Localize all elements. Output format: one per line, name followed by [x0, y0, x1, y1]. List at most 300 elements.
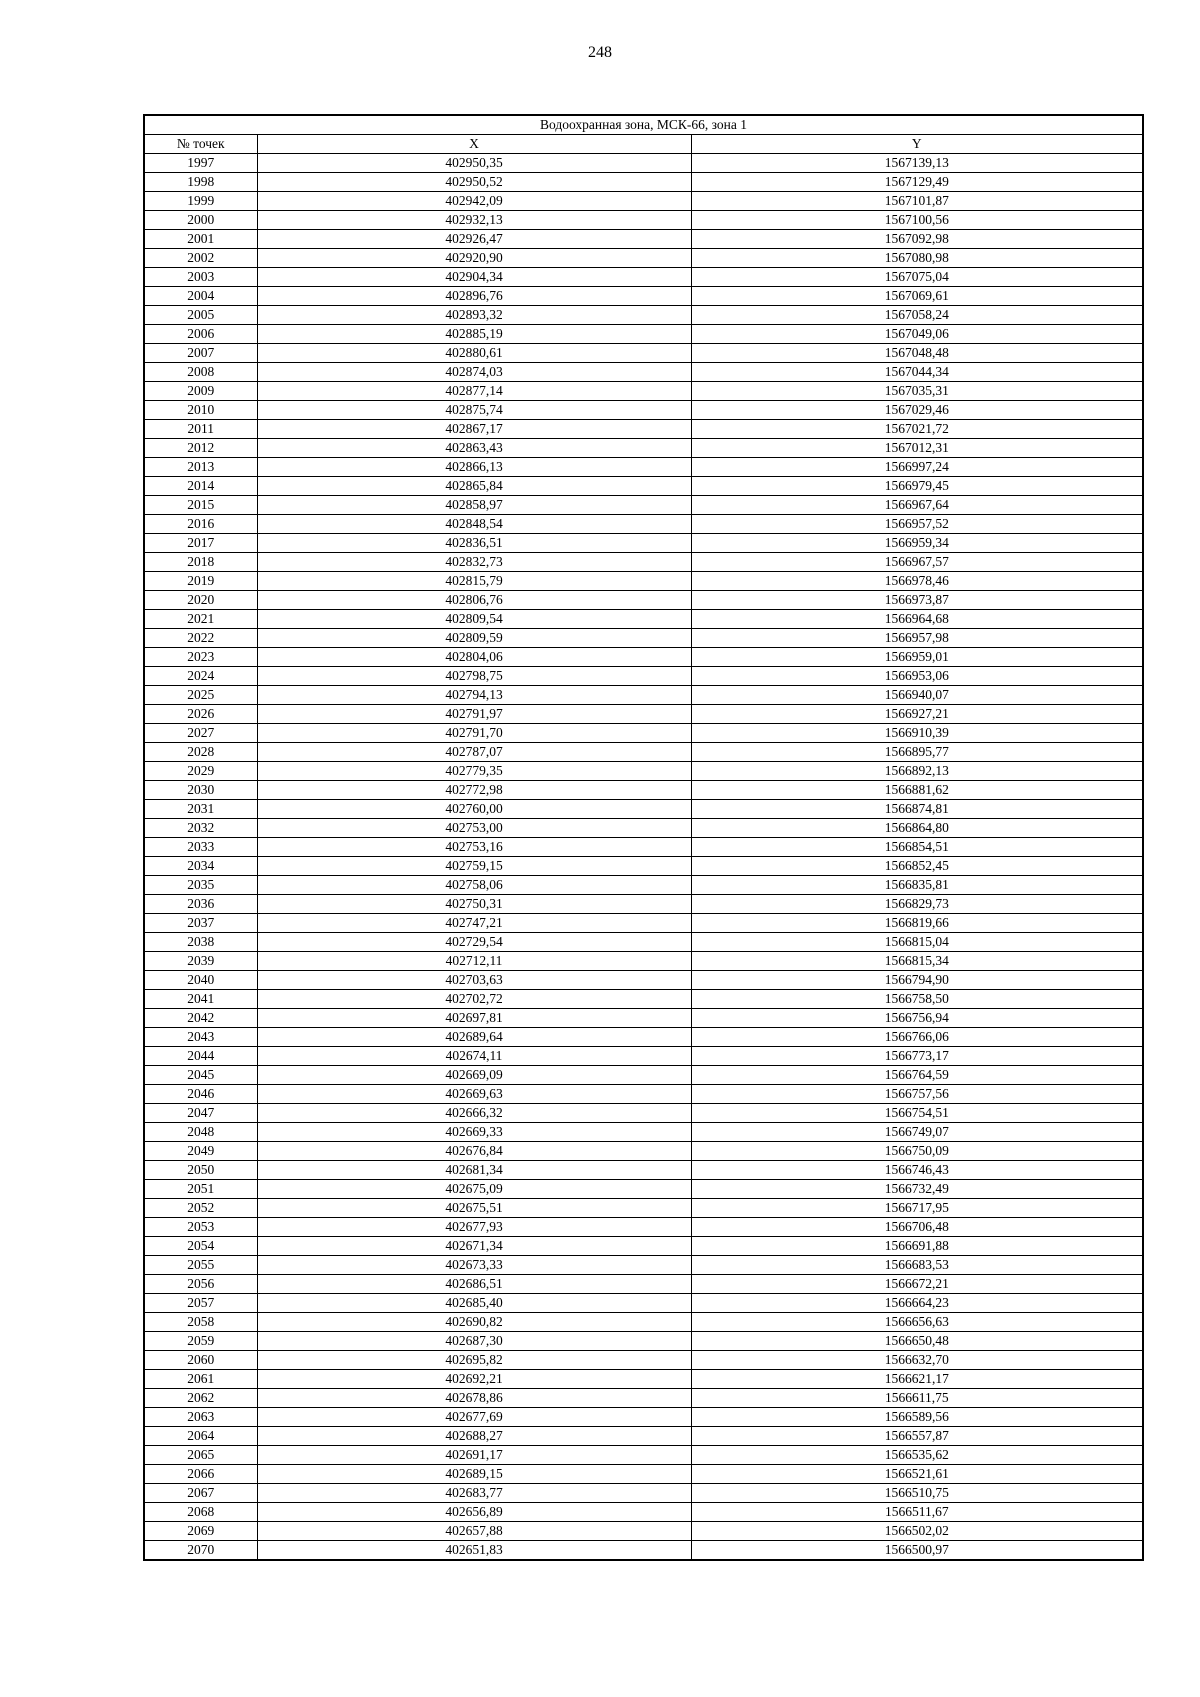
y-coordinate-cell: 1567069,61 — [691, 287, 1143, 306]
point-number-cell: 2060 — [144, 1351, 257, 1370]
x-coordinate-cell: 402794,13 — [257, 686, 691, 705]
table-row — [144, 914, 1143, 933]
y-coordinate-cell: 1566557,87 — [691, 1427, 1143, 1446]
table-row — [144, 743, 1143, 762]
y-coordinate-cell: 1566749,07 — [691, 1123, 1143, 1142]
point-number-cell: 2009 — [144, 382, 257, 401]
y-coordinate-cell: 1567100,56 — [691, 211, 1143, 230]
x-coordinate-cell: 402702,72 — [257, 990, 691, 1009]
table-row — [144, 1522, 1143, 1541]
x-coordinate-cell: 402675,51 — [257, 1199, 691, 1218]
point-number-cell: 2070 — [144, 1541, 257, 1561]
x-coordinate-cell: 402815,79 — [257, 572, 691, 591]
y-coordinate-cell: 1567129,49 — [691, 173, 1143, 192]
point-number-cell: 2036 — [144, 895, 257, 914]
x-coordinate-cell: 402685,40 — [257, 1294, 691, 1313]
y-coordinate-cell: 1566650,48 — [691, 1332, 1143, 1351]
x-coordinate-cell: 402681,34 — [257, 1161, 691, 1180]
y-coordinate-cell: 1566978,46 — [691, 572, 1143, 591]
x-coordinate-cell: 402669,09 — [257, 1066, 691, 1085]
table-row — [144, 496, 1143, 515]
point-number-cell: 2017 — [144, 534, 257, 553]
y-coordinate-cell: 1566854,51 — [691, 838, 1143, 857]
x-coordinate-cell: 402760,00 — [257, 800, 691, 819]
point-number-cell: 1999 — [144, 192, 257, 211]
y-coordinate-cell: 1566815,34 — [691, 952, 1143, 971]
y-coordinate-cell: 1566732,49 — [691, 1180, 1143, 1199]
table-row — [144, 1161, 1143, 1180]
table-row — [144, 1066, 1143, 1085]
x-coordinate-cell: 402689,15 — [257, 1465, 691, 1484]
x-coordinate-cell: 402677,93 — [257, 1218, 691, 1237]
y-coordinate-cell: 1566973,87 — [691, 591, 1143, 610]
table-row — [144, 1484, 1143, 1503]
table-row — [144, 762, 1143, 781]
table-body — [144, 154, 1143, 1561]
point-number-cell: 2062 — [144, 1389, 257, 1408]
table-row — [144, 838, 1143, 857]
x-coordinate-cell: 402657,88 — [257, 1522, 691, 1541]
x-coordinate-cell: 402677,69 — [257, 1408, 691, 1427]
table-row — [144, 1085, 1143, 1104]
point-number-cell: 2001 — [144, 230, 257, 249]
y-coordinate-cell: 1566758,50 — [691, 990, 1143, 1009]
x-coordinate-cell: 402695,82 — [257, 1351, 691, 1370]
table-row — [144, 1028, 1143, 1047]
point-number-cell: 2063 — [144, 1408, 257, 1427]
table-row — [144, 1047, 1143, 1066]
table-row — [144, 1408, 1143, 1427]
y-coordinate-cell: 1566959,34 — [691, 534, 1143, 553]
table-row — [144, 819, 1143, 838]
y-coordinate-cell: 1567012,31 — [691, 439, 1143, 458]
y-coordinate-cell: 1566706,48 — [691, 1218, 1143, 1237]
y-coordinate-cell: 1566815,04 — [691, 933, 1143, 952]
y-coordinate-cell: 1567092,98 — [691, 230, 1143, 249]
x-coordinate-cell: 402750,31 — [257, 895, 691, 914]
x-coordinate-cell: 402678,86 — [257, 1389, 691, 1408]
x-coordinate-cell: 402942,09 — [257, 192, 691, 211]
y-coordinate-cell: 1567048,48 — [691, 344, 1143, 363]
y-coordinate-cell: 1566691,88 — [691, 1237, 1143, 1256]
y-coordinate-cell: 1566510,75 — [691, 1484, 1143, 1503]
table-row — [144, 610, 1143, 629]
table-row — [144, 724, 1143, 743]
point-number-cell: 2031 — [144, 800, 257, 819]
x-coordinate-cell: 402675,09 — [257, 1180, 691, 1199]
point-number-cell: 2002 — [144, 249, 257, 268]
table-row — [144, 591, 1143, 610]
y-coordinate-cell: 1566511,67 — [691, 1503, 1143, 1522]
y-coordinate-cell: 1566953,06 — [691, 667, 1143, 686]
x-coordinate-cell: 402880,61 — [257, 344, 691, 363]
table-row — [144, 287, 1143, 306]
table-row — [144, 306, 1143, 325]
table-row — [144, 648, 1143, 667]
table-row — [144, 439, 1143, 458]
x-coordinate-cell: 402759,15 — [257, 857, 691, 876]
point-number-cell: 2010 — [144, 401, 257, 420]
x-coordinate-cell: 402772,98 — [257, 781, 691, 800]
y-coordinate-cell: 1566910,39 — [691, 724, 1143, 743]
y-coordinate-cell: 1566957,98 — [691, 629, 1143, 648]
x-coordinate-cell: 402877,14 — [257, 382, 691, 401]
table-row — [144, 1332, 1143, 1351]
x-coordinate-cell: 402697,81 — [257, 1009, 691, 1028]
y-coordinate-cell: 1567058,24 — [691, 306, 1143, 325]
table-row — [144, 1370, 1143, 1389]
y-coordinate-cell: 1566621,17 — [691, 1370, 1143, 1389]
table-row — [144, 933, 1143, 952]
table-row — [144, 1389, 1143, 1408]
point-number-cell: 2014 — [144, 477, 257, 496]
y-coordinate-cell: 1566892,13 — [691, 762, 1143, 781]
table-row — [144, 1275, 1143, 1294]
point-number-cell: 2047 — [144, 1104, 257, 1123]
y-coordinate-cell: 1566521,61 — [691, 1465, 1143, 1484]
y-coordinate-cell: 1566589,56 — [691, 1408, 1143, 1427]
point-number-cell: 2039 — [144, 952, 257, 971]
point-number-cell: 2033 — [144, 838, 257, 857]
x-coordinate-cell: 402858,97 — [257, 496, 691, 515]
point-number-cell: 2022 — [144, 629, 257, 648]
y-coordinate-cell: 1566683,53 — [691, 1256, 1143, 1275]
x-coordinate-cell: 402747,21 — [257, 914, 691, 933]
point-number-cell: 2045 — [144, 1066, 257, 1085]
point-number-cell: 2004 — [144, 287, 257, 306]
y-coordinate-cell: 1566964,68 — [691, 610, 1143, 629]
point-number-cell: 2046 — [144, 1085, 257, 1104]
point-number-cell: 2051 — [144, 1180, 257, 1199]
x-coordinate-cell: 402712,11 — [257, 952, 691, 971]
x-coordinate-cell: 402791,97 — [257, 705, 691, 724]
y-coordinate-cell: 1567075,04 — [691, 268, 1143, 287]
point-number-cell: 2038 — [144, 933, 257, 952]
x-coordinate-cell: 402874,03 — [257, 363, 691, 382]
point-number-cell: 2030 — [144, 781, 257, 800]
x-coordinate-cell: 402863,43 — [257, 439, 691, 458]
y-coordinate-cell: 1567021,72 — [691, 420, 1143, 439]
table-row — [144, 325, 1143, 344]
table-row — [144, 211, 1143, 230]
x-coordinate-cell: 402688,27 — [257, 1427, 691, 1446]
point-number-cell: 2015 — [144, 496, 257, 515]
x-coordinate-cell: 402904,34 — [257, 268, 691, 287]
table-row — [144, 1237, 1143, 1256]
column-header-point-number: № точек — [144, 135, 257, 154]
x-coordinate-cell: 402896,76 — [257, 287, 691, 306]
x-coordinate-cell: 402787,07 — [257, 743, 691, 762]
point-number-cell: 2053 — [144, 1218, 257, 1237]
table-row — [144, 686, 1143, 705]
x-coordinate-cell: 402691,17 — [257, 1446, 691, 1465]
x-coordinate-cell: 402950,52 — [257, 173, 691, 192]
table-row — [144, 876, 1143, 895]
x-coordinate-cell: 402885,19 — [257, 325, 691, 344]
x-coordinate-cell: 402758,06 — [257, 876, 691, 895]
point-number-cell: 2054 — [144, 1237, 257, 1256]
y-coordinate-cell: 1567080,98 — [691, 249, 1143, 268]
x-coordinate-cell: 402687,30 — [257, 1332, 691, 1351]
table-row — [144, 952, 1143, 971]
table-row — [144, 857, 1143, 876]
x-coordinate-cell: 402950,35 — [257, 154, 691, 173]
point-number-cell: 2056 — [144, 1275, 257, 1294]
x-coordinate-cell: 402651,83 — [257, 1541, 691, 1561]
table-row — [144, 515, 1143, 534]
table-row — [144, 420, 1143, 439]
table-row — [144, 800, 1143, 819]
point-number-cell: 2055 — [144, 1256, 257, 1275]
y-coordinate-cell: 1567049,06 — [691, 325, 1143, 344]
x-coordinate-cell: 402798,75 — [257, 667, 691, 686]
point-number-cell: 2021 — [144, 610, 257, 629]
point-number-cell: 2068 — [144, 1503, 257, 1522]
x-coordinate-cell: 402867,17 — [257, 420, 691, 439]
point-number-cell: 2003 — [144, 268, 257, 287]
x-coordinate-cell: 402865,84 — [257, 477, 691, 496]
x-coordinate-cell: 402669,33 — [257, 1123, 691, 1142]
table-row — [144, 344, 1143, 363]
table-row — [144, 401, 1143, 420]
x-coordinate-cell: 402689,64 — [257, 1028, 691, 1047]
x-coordinate-cell: 402753,00 — [257, 819, 691, 838]
point-number-cell: 2034 — [144, 857, 257, 876]
table-row — [144, 1123, 1143, 1142]
x-coordinate-cell: 402932,13 — [257, 211, 691, 230]
point-number-cell: 2069 — [144, 1522, 257, 1541]
table-row — [144, 477, 1143, 496]
point-number-cell: 2042 — [144, 1009, 257, 1028]
y-coordinate-cell: 1566959,01 — [691, 648, 1143, 667]
y-coordinate-cell: 1567035,31 — [691, 382, 1143, 401]
y-coordinate-cell: 1566672,21 — [691, 1275, 1143, 1294]
point-number-cell: 2059 — [144, 1332, 257, 1351]
table-row — [144, 1104, 1143, 1123]
y-coordinate-cell: 1566895,77 — [691, 743, 1143, 762]
y-coordinate-cell: 1566997,24 — [691, 458, 1143, 477]
y-coordinate-cell: 1566756,94 — [691, 1009, 1143, 1028]
y-coordinate-cell: 1566750,09 — [691, 1142, 1143, 1161]
table-row — [144, 572, 1143, 591]
point-number-cell: 2043 — [144, 1028, 257, 1047]
point-number-cell: 2018 — [144, 553, 257, 572]
y-coordinate-cell: 1566874,81 — [691, 800, 1143, 819]
y-coordinate-cell: 1566835,81 — [691, 876, 1143, 895]
point-number-cell: 2008 — [144, 363, 257, 382]
table-row — [144, 268, 1143, 287]
point-number-cell: 2028 — [144, 743, 257, 762]
table-row — [144, 705, 1143, 724]
point-number-cell: 2024 — [144, 667, 257, 686]
y-coordinate-cell: 1566717,95 — [691, 1199, 1143, 1218]
x-coordinate-cell: 402806,76 — [257, 591, 691, 610]
point-number-cell: 2035 — [144, 876, 257, 895]
x-coordinate-cell: 402836,51 — [257, 534, 691, 553]
point-number-cell: 2066 — [144, 1465, 257, 1484]
point-number-cell: 2037 — [144, 914, 257, 933]
point-number-cell: 2058 — [144, 1313, 257, 1332]
table-row — [144, 1218, 1143, 1237]
point-number-cell: 2027 — [144, 724, 257, 743]
point-number-cell: 2044 — [144, 1047, 257, 1066]
y-coordinate-cell: 1566967,57 — [691, 553, 1143, 572]
table-row — [144, 1199, 1143, 1218]
point-number-cell: 2029 — [144, 762, 257, 781]
x-coordinate-cell: 402671,34 — [257, 1237, 691, 1256]
column-header-y: Y — [691, 135, 1143, 154]
point-number-cell: 2048 — [144, 1123, 257, 1142]
table-row — [144, 1427, 1143, 1446]
table-row — [144, 629, 1143, 648]
y-coordinate-cell: 1566967,64 — [691, 496, 1143, 515]
point-number-cell: 2011 — [144, 420, 257, 439]
x-coordinate-cell: 402729,54 — [257, 933, 691, 952]
table-row — [144, 1465, 1143, 1484]
x-coordinate-cell: 402753,16 — [257, 838, 691, 857]
table-row — [144, 553, 1143, 572]
point-number-cell: 1998 — [144, 173, 257, 192]
point-number-cell: 2064 — [144, 1427, 257, 1446]
table-title: Водоохранная зона, МСК-66, зона 1 — [144, 115, 1143, 135]
x-coordinate-cell: 402683,77 — [257, 1484, 691, 1503]
y-coordinate-cell: 1566881,62 — [691, 781, 1143, 800]
point-number-cell: 2012 — [144, 439, 257, 458]
point-number-cell: 2006 — [144, 325, 257, 344]
point-number-cell: 2000 — [144, 211, 257, 230]
x-coordinate-cell: 402791,70 — [257, 724, 691, 743]
y-coordinate-cell: 1566502,02 — [691, 1522, 1143, 1541]
point-number-cell: 1997 — [144, 154, 257, 173]
table-row — [144, 382, 1143, 401]
x-coordinate-cell: 402875,74 — [257, 401, 691, 420]
y-coordinate-cell: 1566611,75 — [691, 1389, 1143, 1408]
x-coordinate-cell: 402832,73 — [257, 553, 691, 572]
column-header-x: X — [257, 135, 691, 154]
y-coordinate-cell: 1566852,45 — [691, 857, 1143, 876]
point-number-cell: 2050 — [144, 1161, 257, 1180]
y-coordinate-cell: 1567101,87 — [691, 192, 1143, 211]
point-number-cell: 2026 — [144, 705, 257, 724]
table-row — [144, 1446, 1143, 1465]
y-coordinate-cell: 1566535,62 — [691, 1446, 1143, 1465]
y-coordinate-cell: 1567139,13 — [691, 154, 1143, 173]
table-row — [144, 173, 1143, 192]
y-coordinate-cell: 1566754,51 — [691, 1104, 1143, 1123]
point-number-cell: 2065 — [144, 1446, 257, 1465]
point-number-cell: 2032 — [144, 819, 257, 838]
y-coordinate-cell: 1566829,73 — [691, 895, 1143, 914]
table-row — [144, 192, 1143, 211]
point-number-cell: 2025 — [144, 686, 257, 705]
x-coordinate-cell: 402674,11 — [257, 1047, 691, 1066]
y-coordinate-cell: 1566664,23 — [691, 1294, 1143, 1313]
table-row — [144, 249, 1143, 268]
point-number-cell: 2057 — [144, 1294, 257, 1313]
y-coordinate-cell: 1566632,70 — [691, 1351, 1143, 1370]
x-coordinate-cell: 402669,63 — [257, 1085, 691, 1104]
point-number-cell: 2041 — [144, 990, 257, 1009]
point-number-cell: 2005 — [144, 306, 257, 325]
table-row — [144, 1351, 1143, 1370]
table-row — [144, 781, 1143, 800]
point-number-cell: 2061 — [144, 1370, 257, 1389]
table-row — [144, 1503, 1143, 1522]
x-coordinate-cell: 402692,21 — [257, 1370, 691, 1389]
x-coordinate-cell: 402656,89 — [257, 1503, 691, 1522]
table-row — [144, 1142, 1143, 1161]
x-coordinate-cell: 402690,82 — [257, 1313, 691, 1332]
y-coordinate-cell: 1566979,45 — [691, 477, 1143, 496]
table-row — [144, 154, 1143, 173]
y-coordinate-cell: 1566794,90 — [691, 971, 1143, 990]
table-row — [144, 1009, 1143, 1028]
table-row — [144, 1256, 1143, 1275]
y-coordinate-cell: 1566746,43 — [691, 1161, 1143, 1180]
table-row — [144, 971, 1143, 990]
table-row — [144, 1541, 1143, 1561]
point-number-cell: 2049 — [144, 1142, 257, 1161]
x-coordinate-cell: 402804,06 — [257, 648, 691, 667]
x-coordinate-cell: 402686,51 — [257, 1275, 691, 1294]
y-coordinate-cell: 1566927,21 — [691, 705, 1143, 724]
point-number-cell: 2007 — [144, 344, 257, 363]
x-coordinate-cell: 402673,33 — [257, 1256, 691, 1275]
x-coordinate-cell: 402809,59 — [257, 629, 691, 648]
point-number-cell: 2020 — [144, 591, 257, 610]
table-row — [144, 1180, 1143, 1199]
x-coordinate-cell: 402926,47 — [257, 230, 691, 249]
point-number-cell: 2052 — [144, 1199, 257, 1218]
y-coordinate-cell: 1566864,80 — [691, 819, 1143, 838]
table-row — [144, 895, 1143, 914]
x-coordinate-cell: 402809,54 — [257, 610, 691, 629]
y-coordinate-cell: 1566773,17 — [691, 1047, 1143, 1066]
table-header-row — [144, 135, 1143, 154]
page-number: 248 — [588, 44, 612, 61]
table-row — [144, 363, 1143, 382]
y-coordinate-cell: 1566656,63 — [691, 1313, 1143, 1332]
table-row — [144, 534, 1143, 553]
point-number-cell: 2067 — [144, 1484, 257, 1503]
y-coordinate-cell: 1566940,07 — [691, 686, 1143, 705]
table-row — [144, 458, 1143, 477]
x-coordinate-cell: 402848,54 — [257, 515, 691, 534]
table-row — [144, 990, 1143, 1009]
y-coordinate-cell: 1566957,52 — [691, 515, 1143, 534]
table-row — [144, 1313, 1143, 1332]
point-number-cell: 2023 — [144, 648, 257, 667]
y-coordinate-cell: 1567029,46 — [691, 401, 1143, 420]
y-coordinate-cell: 1567044,34 — [691, 363, 1143, 382]
point-number-cell: 2016 — [144, 515, 257, 534]
x-coordinate-cell: 402703,63 — [257, 971, 691, 990]
y-coordinate-cell: 1566819,66 — [691, 914, 1143, 933]
table-title-row — [144, 115, 1143, 135]
x-coordinate-cell: 402779,35 — [257, 762, 691, 781]
table-row — [144, 230, 1143, 249]
x-coordinate-cell: 402676,84 — [257, 1142, 691, 1161]
x-coordinate-cell: 402866,13 — [257, 458, 691, 477]
coordinates-table — [143, 114, 1144, 1561]
x-coordinate-cell: 402666,32 — [257, 1104, 691, 1123]
table-row — [144, 1294, 1143, 1313]
y-coordinate-cell: 1566757,56 — [691, 1085, 1143, 1104]
point-number-cell: 2019 — [144, 572, 257, 591]
y-coordinate-cell: 1566766,06 — [691, 1028, 1143, 1047]
point-number-cell: 2040 — [144, 971, 257, 990]
table-row — [144, 667, 1143, 686]
